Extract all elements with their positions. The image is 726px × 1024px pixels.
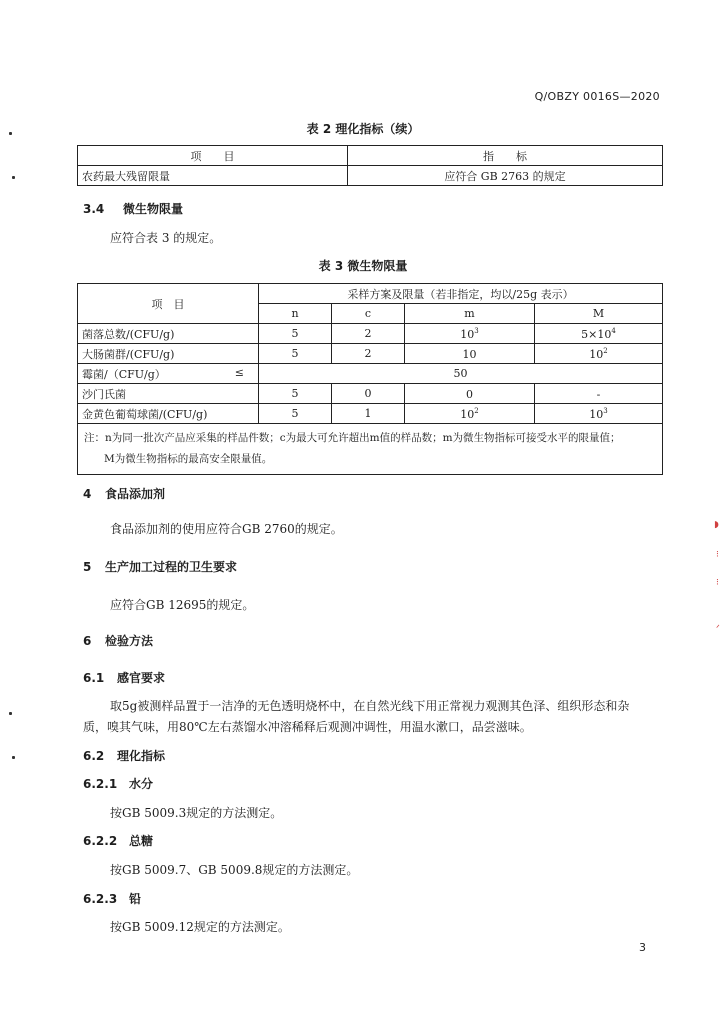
scan-speck xyxy=(9,712,12,715)
section-title: 食品添加剂 xyxy=(105,487,166,501)
cell-m-exp: 3 xyxy=(474,326,479,335)
table3-caption: 表 3 微生物限量 xyxy=(318,259,408,273)
table-row xyxy=(78,324,663,344)
paragraph-line: 取5g被测样品置于一洁净的无色透明烧杯中，在自然光线下用正常视力观测其色泽、组织形态和杂 xyxy=(110,699,630,713)
section-title: 水分 xyxy=(129,777,154,791)
section-heading-6-2-1 xyxy=(83,775,153,792)
table2-header-row xyxy=(78,146,663,166)
section-heading-6 xyxy=(83,632,153,649)
section-number: 6 xyxy=(83,634,92,648)
cell-n: 5 xyxy=(259,404,332,424)
cell-c: 0 xyxy=(332,384,405,404)
mold-name: 霉菌/（CFU/g） xyxy=(82,367,166,381)
section-heading-6-2-2 xyxy=(83,832,153,849)
page-number: 3 xyxy=(639,941,646,954)
cell-m-base: 0 xyxy=(466,387,473,401)
stamp-edge-mark: ᐟ xyxy=(716,624,720,634)
row-name: 菌落总数/(CFU/g) xyxy=(78,324,259,344)
table2-header-item: 项 目 xyxy=(78,146,348,166)
section-heading-6-2-3 xyxy=(83,890,141,907)
table3-note xyxy=(78,424,663,475)
cell-m-exp: 2 xyxy=(474,406,479,415)
section-title: 理化指标 xyxy=(117,749,166,763)
table-row xyxy=(78,166,663,186)
section-number: 6.2.2 xyxy=(83,834,118,848)
cell-m xyxy=(405,384,535,404)
row-name: 大肠菌群/(CFU/g) xyxy=(78,344,259,364)
paragraph: 按GB 5009.12规定的方法测定。 xyxy=(110,920,290,934)
table-3 xyxy=(77,283,663,475)
note-line-2: M为微生物指标的最高安全限量值。 xyxy=(104,453,273,465)
cell-M xyxy=(535,324,663,344)
paragraph: 按GB 5009.3规定的方法测定。 xyxy=(110,806,283,820)
table-row xyxy=(78,344,663,364)
section-number: 6.2.1 xyxy=(83,777,118,791)
cell-M-base: 10 xyxy=(589,407,604,421)
mold-value: 50 xyxy=(259,364,663,384)
section-number: 5 xyxy=(83,560,92,574)
scan-speck xyxy=(9,132,12,135)
section-title: 生产加工过程的卫生要求 xyxy=(105,560,238,574)
section-number: 4 xyxy=(83,487,92,501)
cell-m xyxy=(405,404,535,424)
cell-M xyxy=(535,344,663,364)
cell-M xyxy=(535,384,663,404)
row-name: 沙门氏菌 xyxy=(78,384,259,404)
cell-m xyxy=(405,344,535,364)
note-line-1: 注：n为同一批次产品应采集的样品件数；c为最大可允许超出m值的样品数；m为微生物指标可接受水平的限量值； xyxy=(84,432,621,444)
cell-c: 2 xyxy=(332,324,405,344)
cell-n: 5 xyxy=(259,324,332,344)
stamp-edge-mark: ◗ xyxy=(714,520,719,530)
cell-m xyxy=(405,324,535,344)
table2-cell: 应符合 GB 2763 的规定 xyxy=(348,166,663,186)
less-equal-symbol: ≤ xyxy=(234,365,244,379)
cell-m-base: 10 xyxy=(462,347,477,361)
table-row xyxy=(78,404,663,424)
table3-subheader-c: c xyxy=(332,304,405,324)
row-name xyxy=(78,364,259,384)
table-2 xyxy=(77,145,663,186)
table3-subheader-M: M xyxy=(535,304,663,324)
table3-header-row xyxy=(78,284,663,304)
paragraph-line: 质，嗅其气味，用80℃左右蒸馏水冲溶稀释后观测冲调性，用温水漱口，品尝滋味。 xyxy=(83,720,532,734)
cell-n: 5 xyxy=(259,384,332,404)
table3-subheader-m: m xyxy=(405,304,535,324)
table3-header-plan: 采样方案及限量（若非指定，均以/25g 表示） xyxy=(259,284,663,304)
section-title: 检验方法 xyxy=(105,634,154,648)
table2-caption: 表 2 理化指标（续） xyxy=(306,122,420,136)
section-title: 铅 xyxy=(129,892,142,906)
paragraph: 应符合表 3 的规定。 xyxy=(110,231,222,245)
table3-note-row xyxy=(78,424,663,475)
section-heading-5 xyxy=(83,558,237,575)
section-number: 6.1 xyxy=(83,671,105,685)
section-number: 6.2.3 xyxy=(83,892,118,906)
cell-c: 1 xyxy=(332,404,405,424)
section-heading-3-4 xyxy=(83,200,183,217)
cell-M-base: 5×10 xyxy=(581,327,612,341)
table2-header-index: 指 标 xyxy=(348,146,663,166)
stamp-edge-mark: ⁝ xyxy=(716,578,719,588)
cell-m-base: 10 xyxy=(460,407,475,421)
table-row xyxy=(78,384,663,404)
section-number: 6.2 xyxy=(83,749,105,763)
section-heading-6-2 xyxy=(83,747,165,764)
cell-c: 2 xyxy=(332,344,405,364)
cell-m-base: 10 xyxy=(460,327,475,341)
paragraph: 食品添加剂的使用应符合GB 2760的规定。 xyxy=(110,522,343,536)
scan-speck xyxy=(12,176,15,179)
standard-code: Q/OBZY 0016S—2020 xyxy=(534,90,660,103)
section-title: 感官要求 xyxy=(117,671,166,685)
section-title: 总糖 xyxy=(129,834,154,848)
scan-speck xyxy=(12,756,15,759)
table-row xyxy=(78,364,663,384)
cell-M-base: - xyxy=(596,387,601,401)
cell-M-exp: 2 xyxy=(603,346,608,355)
cell-M-exp: 4 xyxy=(611,326,616,335)
cell-M-exp: 3 xyxy=(603,406,608,415)
table3-header-item: 项 目 xyxy=(78,284,259,324)
section-title: 微生物限量 xyxy=(123,202,184,216)
cell-M xyxy=(535,404,663,424)
section-heading-4 xyxy=(83,485,165,502)
stamp-edge-mark: ⁝ xyxy=(716,550,719,560)
table2-cell: 农药最大残留限量 xyxy=(78,166,348,186)
section-number: 3.4 xyxy=(83,202,105,216)
cell-M-base: 10 xyxy=(589,347,604,361)
cell-n: 5 xyxy=(259,344,332,364)
table3-subheader-n: n xyxy=(259,304,332,324)
row-name: 金黄色葡萄球菌/(CFU/g) xyxy=(78,404,259,424)
paragraph: 按GB 5009.7、GB 5009.8规定的方法测定。 xyxy=(110,863,359,877)
paragraph: 应符合GB 12695的规定。 xyxy=(110,598,255,612)
section-heading-6-1 xyxy=(83,669,165,686)
